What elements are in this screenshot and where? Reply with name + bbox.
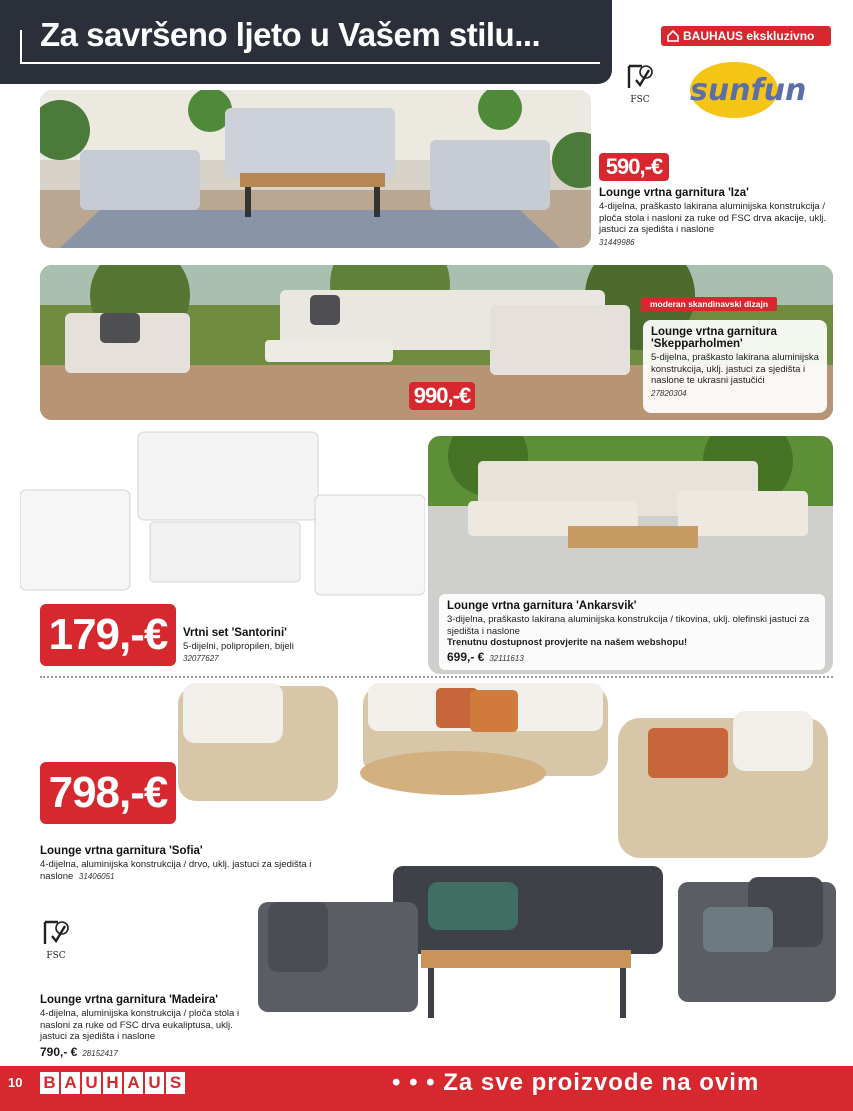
skepparholmen-price: 990,-€: [409, 382, 475, 410]
ankarsvik-availability-note: Trenutnu dostupnost provjerite na našem webshopu!: [447, 637, 688, 648]
ankarsvik-description: 3-dijelna, praškasto lakirana aluminijska konstrukcija / tikovina, uklj. olefinski jastuci za sjedišta i naslone: [447, 614, 810, 637]
iza-title: Lounge vrtna garnitura 'Iza': [599, 187, 749, 199]
fsc-logo-madeira: FSC: [38, 918, 74, 961]
ankarsvik-info: [439, 594, 825, 670]
madeira-info: [40, 994, 250, 1059]
santorini-code: 32077627: [183, 653, 219, 663]
house-icon: [667, 30, 679, 42]
header-banner: [0, 0, 612, 84]
skepparholmen-title: Lounge vrtna garnitura 'Skepparholmen': [651, 326, 777, 350]
madeira-description: 4-dijelna, aluminijska konstrukcija / ploča stola i nasloni za ruke od FSC drva eukaliptusa, uklj. jastuci za sjedišta i naslone: [40, 1008, 240, 1042]
sunfun-logo: [686, 60, 810, 120]
iza-info: [599, 187, 835, 247]
sofia-description: 4-dijelna, aluminijska konstrukcija / drvo, uklj. jastuci za sjedišta i naslone 31406051: [40, 859, 312, 882]
madeira-code: 28152417: [82, 1048, 118, 1058]
sofia-title: Lounge vrtna garnitura 'Sofia': [40, 845, 203, 857]
tree-check-icon: [624, 62, 656, 92]
sofia-price: 798,-€: [40, 762, 176, 824]
ankarsvik-code: 32111613: [489, 653, 524, 663]
ankarsvik-price: 699,- €: [447, 649, 485, 664]
page-number: 10: [8, 1075, 23, 1090]
skepparholmen-design-badge: moderan skandinavski dizajn: [641, 297, 777, 311]
iza-description: 4-dijelna, praškasto lakirana aluminijska konstrukcija / ploča stola i nasloni za ruke od FSC drva akacije, uklj. jastuci za sjedišta i naslone: [599, 201, 827, 235]
skepparholmen-info: [643, 320, 827, 413]
sofia-photo: [178, 678, 833, 860]
santorini-price: 179,-€: [40, 604, 176, 666]
skepparholmen-description: 5-dijelna, praškasto lakirana aluminijska konstrukcija, uklj. jastuci za sjedišta i naslone te ukrasni jastučići: [651, 352, 819, 386]
exclusive-badge: BAUHAUS ekskluzivno: [661, 26, 831, 46]
fsc-logo: FSC: [622, 62, 658, 105]
santorini-info: [183, 627, 383, 663]
svg-text:sunfun: sunfun: [690, 73, 807, 108]
santorini-description: 5-dijelni, polipropilen, bijeli: [183, 641, 294, 652]
page-headline: Za savršeno ljeto u Vašem stilu...: [40, 16, 541, 53]
madeira-photo: [258, 862, 836, 1062]
tree-check-icon: [40, 918, 72, 948]
skepparholmen-code: 27820304: [651, 388, 687, 398]
footer-tagline: • • • Za sve proizvode na ovim: [392, 1069, 760, 1096]
santorini-photo: [20, 430, 425, 600]
iza-price: 590,-€: [599, 153, 669, 181]
santorini-title: Vrtni set 'Santorini': [183, 627, 287, 639]
iza-photo: [40, 90, 591, 248]
ankarsvik-title: Lounge vrtna garnitura 'Ankarsvik': [447, 600, 637, 612]
madeira-title: Lounge vrtna garnitura 'Madeira': [40, 994, 218, 1006]
madeira-price: 790,- €: [40, 1044, 78, 1059]
iza-code: 31449986: [599, 237, 635, 247]
sofia-code: 31406051: [78, 871, 115, 881]
bauhaus-logo: B A U H A U S: [40, 1072, 185, 1094]
